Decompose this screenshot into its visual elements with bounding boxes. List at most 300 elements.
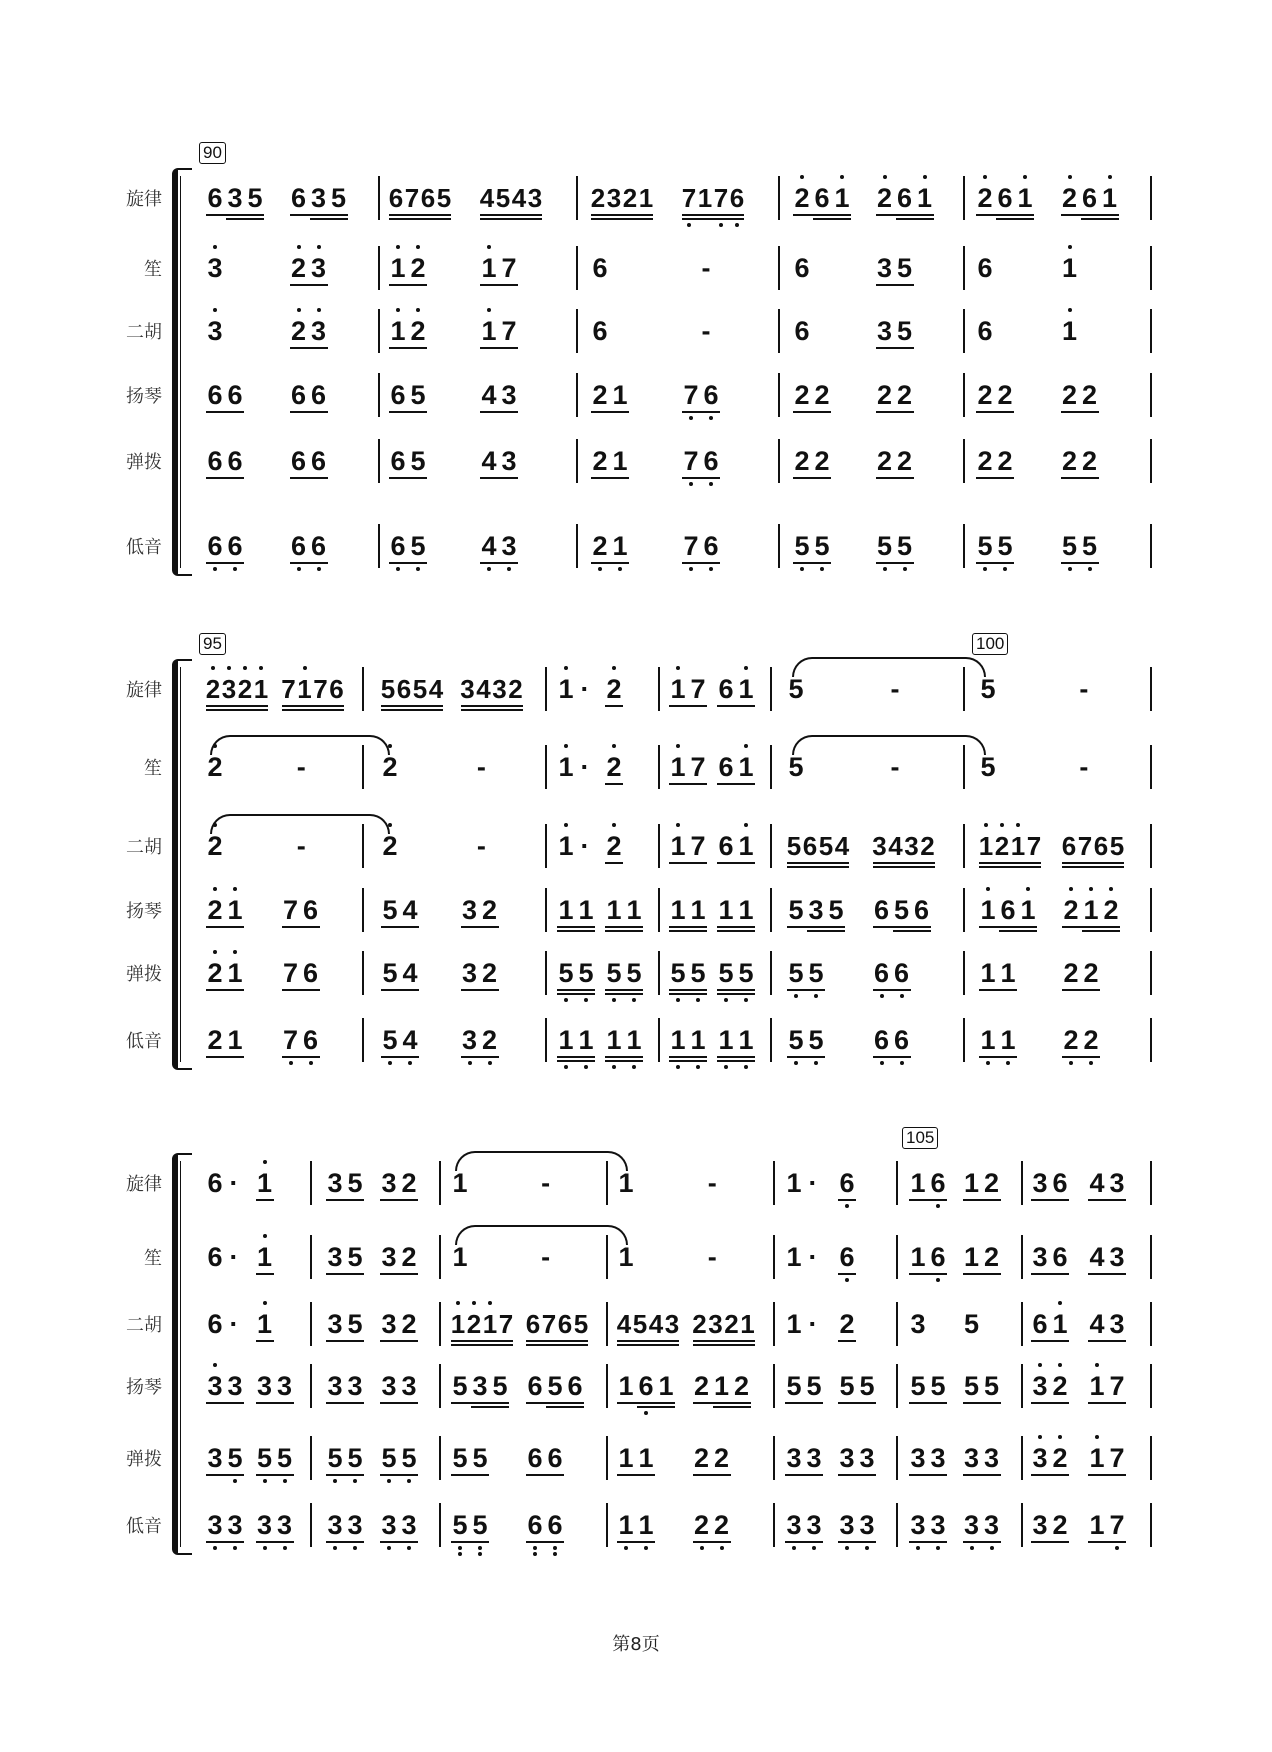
note: 5 (668, 958, 688, 988)
beam-underline (929, 1199, 947, 1201)
beat-group (975, 316, 1060, 346)
beat-group (908, 1309, 962, 1339)
beat-group (380, 895, 460, 925)
beam-underline (873, 1056, 895, 1058)
beam-underline (689, 989, 707, 991)
note: 5 (857, 1371, 877, 1401)
barline (378, 524, 380, 568)
beat-group (872, 752, 958, 782)
beat-group (1030, 1371, 1087, 1401)
octave-up-dot (472, 1301, 476, 1307)
octave-up-dot (676, 744, 680, 750)
note: 2 (1061, 1025, 1081, 1055)
note: 3 (784, 1510, 804, 1540)
beam-underline (500, 347, 518, 349)
octave-up-dot (612, 744, 616, 750)
beat-group (255, 1371, 305, 1401)
beat-group (872, 1025, 958, 1055)
note: 7 (1107, 1443, 1127, 1473)
note: 1 (1060, 253, 1080, 283)
beam-underline (471, 1406, 493, 1408)
beat-group (604, 674, 652, 704)
note: 3 (1030, 1371, 1050, 1401)
note: 3 (908, 1510, 928, 1540)
note: 6 (701, 446, 721, 476)
beam-underline (400, 1340, 418, 1342)
beam-underline (637, 1474, 655, 1476)
beam-underline (330, 709, 344, 711)
measure (784, 1237, 890, 1277)
beat-group (388, 183, 479, 213)
beat-group (978, 752, 1061, 782)
beam-underline (689, 862, 707, 864)
note: 2 (1050, 1510, 1070, 1540)
beam-underline (983, 1402, 1001, 1404)
beam-underline (499, 1340, 513, 1342)
note: 3 (325, 1510, 345, 1540)
note: 6 (289, 380, 309, 410)
beam-underline (689, 1056, 707, 1058)
note: 5 (604, 958, 624, 988)
note: 1 (668, 1025, 688, 1055)
beam-underline (813, 218, 835, 220)
measure (616, 1438, 767, 1478)
octave-down-dot (709, 567, 713, 573)
beat-group (872, 895, 958, 925)
note: 1 (962, 1168, 982, 1198)
note: 7 (541, 1309, 557, 1339)
octave-down-dot (792, 1546, 796, 1552)
beam-underline (682, 477, 704, 479)
beam-underline (226, 218, 248, 220)
note: 5 (786, 895, 806, 925)
beam-underline (876, 347, 898, 349)
beam-underline (893, 989, 911, 991)
beat-group (379, 1443, 433, 1473)
beat-group (205, 183, 289, 213)
beat-group (205, 380, 289, 410)
bracket-cap-top (172, 659, 192, 669)
note: 5 (804, 1371, 824, 1401)
measure (205, 375, 372, 415)
beat-group (379, 1242, 433, 1272)
note: 2 (590, 380, 610, 410)
augmentation-dot: · (229, 1168, 239, 1198)
barline (658, 745, 660, 789)
barline (658, 888, 660, 932)
beam-underline (730, 218, 744, 220)
note: 3 (928, 1443, 948, 1473)
beat-group (837, 1510, 890, 1540)
beat-group (388, 531, 479, 561)
beat-group (1060, 380, 1145, 410)
measure (784, 1505, 890, 1545)
octave-up-dot (213, 308, 217, 314)
octave-down-dot (263, 1479, 267, 1485)
octave-down-dot (644, 1546, 648, 1552)
beat-group (1030, 1443, 1087, 1473)
measure (792, 375, 957, 415)
measure (556, 826, 652, 866)
instrument-label: 旋律 (126, 1174, 162, 1195)
note: 2 (792, 446, 812, 476)
beam-underline (909, 1474, 931, 1476)
note: 3 (804, 1510, 824, 1540)
tie-arc (455, 1225, 628, 1245)
sustain-dash: - (1079, 674, 1089, 704)
beam-underline (896, 411, 914, 413)
beat-group (1087, 1309, 1144, 1339)
beam-underline (733, 1402, 751, 1404)
beam-underline (256, 1199, 274, 1201)
note: 4 (1087, 1168, 1107, 1198)
note: 1 (915, 183, 935, 213)
octave-down-dot (812, 1546, 816, 1552)
note: 1 (255, 1242, 275, 1272)
beam-underline (876, 477, 898, 479)
note: 5 (495, 183, 511, 213)
beat-group (908, 1242, 962, 1272)
measure (1030, 1366, 1144, 1406)
barline (658, 1018, 660, 1062)
beam-underline (793, 214, 815, 216)
note: 6 (388, 380, 408, 410)
beam-underline (665, 1340, 679, 1342)
beam-underline (996, 214, 1018, 216)
note: 6 (545, 1443, 565, 1473)
measure (590, 178, 772, 218)
octave-down-dot (900, 1061, 904, 1067)
octave-down-dot (883, 567, 887, 573)
beam-underline (290, 347, 312, 349)
note: 2 (604, 752, 624, 782)
note: 3 (460, 1025, 480, 1055)
beat-group (908, 1443, 962, 1473)
beam-underline (282, 1056, 304, 1058)
beat-group (525, 1510, 600, 1540)
barline (963, 246, 965, 290)
measure (792, 178, 957, 218)
beam-underline (835, 866, 849, 868)
note: 2 (982, 1242, 1002, 1272)
note: 1 (998, 958, 1018, 988)
beat-group (255, 1242, 305, 1272)
octave-down-dot (814, 994, 818, 1000)
beat-group (205, 752, 281, 782)
note: 2 (792, 380, 812, 410)
octave-up-dot (612, 823, 616, 829)
beam-underline (1031, 1273, 1053, 1275)
note: 6 (636, 1371, 656, 1401)
note: 2 (399, 1168, 419, 1198)
note: 3 (928, 1510, 948, 1540)
beam-underline (838, 1474, 860, 1476)
beat-group (1061, 752, 1144, 782)
barline (773, 1302, 775, 1346)
octave-down-dot (387, 1546, 391, 1552)
note: 5 (812, 531, 832, 561)
beam-underline (346, 1340, 364, 1342)
measure (792, 248, 957, 288)
measure (616, 1163, 767, 1203)
note: 5 (1080, 531, 1100, 561)
note: 3 (962, 1443, 982, 1473)
beat-group (289, 183, 373, 213)
beam-underline (577, 930, 595, 932)
barline (1150, 951, 1152, 995)
note: 5 (892, 895, 912, 925)
note: 2 (975, 183, 995, 213)
beat-group (616, 1371, 692, 1401)
note: 1 (786, 1309, 802, 1339)
beam-underline (605, 993, 627, 995)
beam-underline (401, 926, 419, 928)
barline (1150, 524, 1152, 568)
beam-underline (566, 1402, 584, 1404)
beam-underline (669, 926, 691, 928)
beam-underline (625, 930, 643, 932)
barline (770, 745, 772, 789)
barline (1150, 309, 1152, 353)
note: 6 (205, 531, 225, 561)
octave-up-dot (233, 950, 237, 956)
beat-group (716, 958, 764, 988)
beam-underline (1051, 1402, 1069, 1404)
note: 3 (904, 831, 920, 861)
beam-underline (713, 1474, 731, 1476)
note: 3 (309, 183, 329, 213)
octave-up-dot (243, 666, 247, 672)
measure (205, 248, 372, 288)
note: 2 (1060, 183, 1080, 213)
beam-underline (893, 930, 915, 932)
beam-underline (717, 930, 739, 932)
beam-underline (577, 1056, 595, 1058)
note: 1 (736, 752, 756, 782)
beam-underline (254, 709, 268, 711)
barline (1021, 1302, 1023, 1346)
beam-underline (689, 783, 707, 785)
octave-up-dot (263, 1234, 267, 1240)
octave-up-dot (1023, 175, 1027, 181)
barline (439, 1364, 441, 1408)
beam-underline (838, 1273, 856, 1275)
beam-underline (290, 284, 312, 286)
beam-underline (737, 930, 755, 932)
note: 1 (736, 674, 756, 704)
beat-group (975, 380, 1060, 410)
note: 3 (1107, 1242, 1127, 1272)
beam-underline (302, 989, 320, 991)
note: 1 (978, 958, 998, 988)
measure (786, 826, 957, 866)
beat-group (681, 316, 772, 346)
note: 3 (857, 1443, 877, 1473)
octave-down-dot (309, 1061, 313, 1067)
note: 1 (716, 895, 736, 925)
octave-down-dot (533, 1546, 537, 1558)
instrument-label: 笙 (144, 758, 162, 779)
beat-group (205, 674, 281, 704)
note: 2 (1061, 958, 1081, 988)
instrument-label: 扬琴 (126, 386, 162, 407)
beam-underline (206, 1541, 228, 1543)
measure (325, 1237, 433, 1277)
beam-underline (1082, 989, 1100, 991)
barline (378, 373, 380, 417)
beat-group (1087, 1510, 1144, 1540)
barline (773, 1436, 775, 1480)
beam-underline (605, 862, 623, 864)
barline (963, 951, 965, 995)
measure (205, 1438, 304, 1478)
measure (556, 1020, 652, 1060)
note: 6 (928, 1168, 948, 1198)
beam-underline (509, 705, 523, 707)
beam-underline (1019, 930, 1037, 932)
beat-group (289, 446, 373, 476)
note: 6 (716, 831, 736, 861)
note: 1 (624, 1025, 644, 1055)
octave-down-dot (814, 1061, 818, 1067)
note: 6 (794, 253, 810, 283)
octave-down-dot (478, 1546, 482, 1558)
barline (1021, 1235, 1023, 1279)
note: 2 (399, 1242, 419, 1272)
beam-underline (1110, 862, 1124, 864)
note: 3 (982, 1510, 1002, 1540)
octave-down-dot (865, 1546, 869, 1552)
beat-group (784, 1443, 837, 1473)
note: 6 (525, 1371, 545, 1401)
note: 2 (1080, 446, 1100, 476)
note: 7 (281, 674, 297, 704)
beat-group (716, 674, 764, 704)
octave-down-dot (720, 1546, 724, 1552)
note: 5 (806, 958, 826, 988)
beam-underline (380, 1340, 402, 1342)
note: 1 (1018, 895, 1038, 925)
note: 2 (812, 446, 832, 476)
octave-up-dot (213, 887, 217, 893)
beat-group (1030, 1309, 1087, 1339)
beam-underline (1027, 866, 1041, 868)
note: 6 (205, 446, 225, 476)
note: 2 (1061, 895, 1081, 925)
beam-underline (276, 1541, 294, 1543)
beam-underline (310, 218, 332, 220)
beam-underline (1051, 1474, 1069, 1476)
octave-down-dot (820, 567, 824, 573)
note: 6 (1050, 1242, 1070, 1272)
note: 1 (604, 895, 624, 925)
note: 6 (998, 895, 1018, 925)
measure (590, 441, 772, 481)
measure (450, 1505, 600, 1545)
note: 6 (892, 958, 912, 988)
note: 5 (545, 1371, 565, 1401)
note: 1 (908, 1242, 928, 1272)
beam-underline (682, 411, 704, 413)
note: 2 (237, 674, 253, 704)
note: 1 (740, 1309, 756, 1339)
measure (388, 178, 570, 218)
note: 3 (309, 253, 329, 283)
octave-down-dot (676, 1065, 680, 1071)
beat-group (325, 1443, 379, 1473)
measure (978, 669, 1144, 709)
beam-underline (1051, 1273, 1069, 1275)
note: 2 (692, 1443, 712, 1473)
measure (784, 1366, 890, 1406)
barline (1150, 1302, 1152, 1346)
note: 1 (556, 752, 576, 782)
note: 6 (592, 316, 608, 346)
note: 6 (592, 253, 608, 283)
beam-underline (976, 411, 998, 413)
octave-down-dot (800, 567, 804, 573)
measure (388, 526, 570, 566)
octave-up-dot (227, 666, 231, 672)
beam-underline (400, 1273, 418, 1275)
beam-underline (206, 562, 228, 564)
beat-group (450, 1242, 525, 1272)
beat-group (786, 895, 872, 925)
beam-underline (480, 411, 502, 413)
beat-group (325, 1242, 379, 1272)
beat-group (479, 253, 570, 283)
beat-group (692, 1242, 768, 1272)
octave-down-dot (724, 998, 728, 1004)
beam-underline (916, 218, 934, 220)
beat-group (1060, 183, 1145, 213)
note: 3 (309, 316, 329, 346)
beam-underline (713, 1402, 735, 1404)
beat-group (716, 1025, 764, 1055)
beat-group (962, 1371, 1016, 1401)
beam-underline (813, 477, 831, 479)
note: 3 (255, 1510, 275, 1540)
note: 6 (388, 183, 404, 213)
note: 5 (379, 1443, 399, 1473)
measure (975, 248, 1144, 288)
note: 3 (499, 446, 519, 476)
beam-underline (921, 866, 935, 868)
measure (205, 669, 356, 709)
octave-down-dot (488, 1061, 492, 1067)
note: 5 (736, 958, 756, 988)
beam-underline (979, 989, 1001, 991)
beat-group (289, 380, 373, 410)
octave-down-dot (213, 1546, 217, 1552)
beat-group (872, 831, 958, 861)
instrument-label: 笙 (144, 1248, 162, 1269)
barline (576, 309, 578, 353)
note: 7 (681, 531, 701, 561)
sustain-dash: - (476, 752, 486, 782)
beat-group (479, 316, 570, 346)
note: 2 (692, 1371, 712, 1401)
octave-up-dot (1109, 887, 1113, 893)
beam-underline (546, 1474, 564, 1476)
note: 2 (205, 674, 221, 704)
octave-up-dot (744, 823, 748, 829)
beam-underline (389, 562, 411, 564)
beam-underline (921, 862, 935, 864)
note: 6 (729, 183, 745, 213)
note: 2 (712, 1443, 732, 1473)
beam-underline (400, 1474, 418, 1476)
